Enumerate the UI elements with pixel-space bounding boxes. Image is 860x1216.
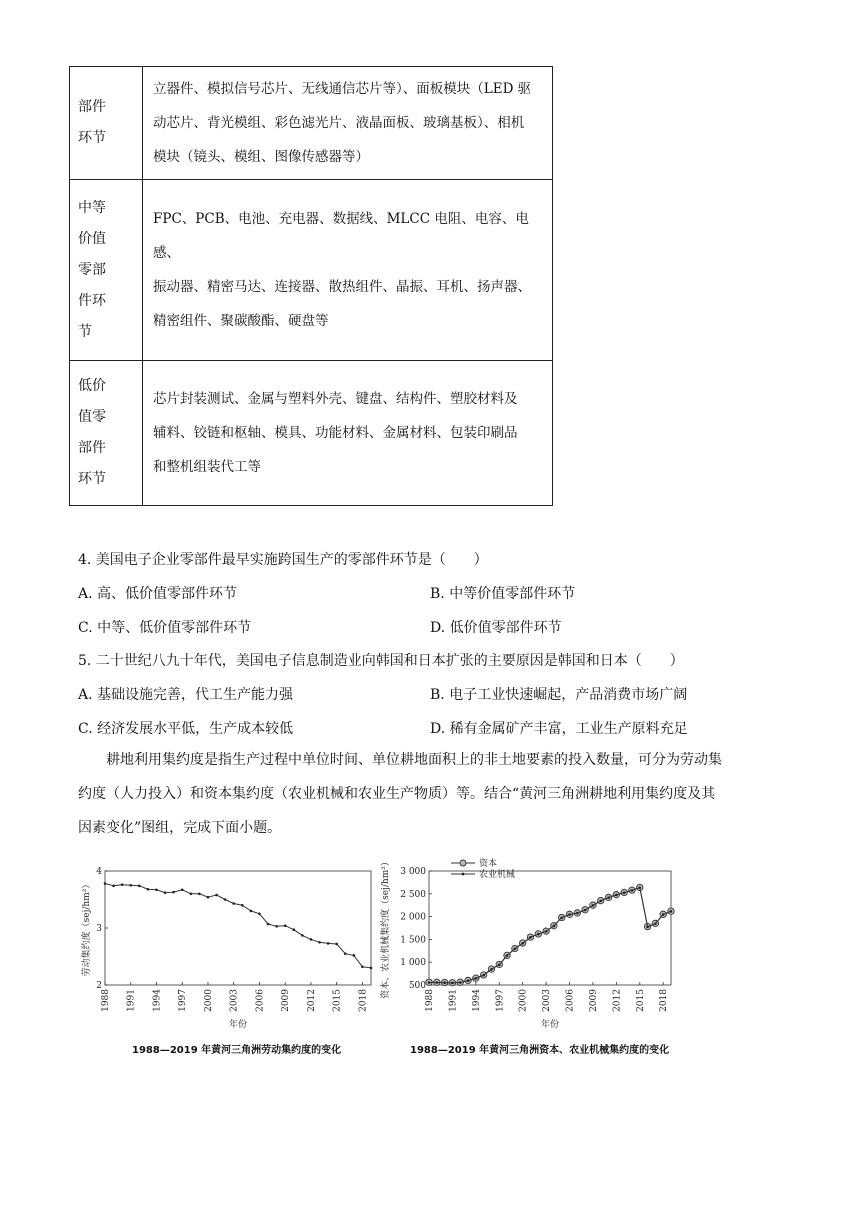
header-line: 价值 <box>78 230 106 247</box>
x-tick-label: 2018 <box>659 989 670 1012</box>
data-point-dot <box>318 941 321 944</box>
value-chain-table <box>69 66 553 506</box>
data-point-dot <box>215 894 218 897</box>
q4-option-c[interactable]: C. 中等、低价值零部件环节 <box>78 620 252 636</box>
y-tick-label: 2 000 <box>400 912 426 923</box>
x-tick-label: 1994 <box>471 989 482 1012</box>
x-tick-label: 1994 <box>152 989 163 1012</box>
row-content <box>143 180 553 361</box>
row-content <box>143 67 553 180</box>
data-point-dot <box>172 891 175 894</box>
data-point-dot <box>301 934 304 937</box>
header-line: 环节 <box>78 130 106 146</box>
content-line: FPC、PCB、电池、充电器、数据线、MLCC 电阻、电容、电感、 <box>153 211 529 261</box>
data-point-dot <box>155 889 158 892</box>
y-tick-label: 1 500 <box>400 935 426 946</box>
data-point-dot <box>623 891 626 894</box>
data-point-dot <box>361 965 364 968</box>
data-point-dot <box>560 916 563 919</box>
intro-paragraph <box>78 743 778 845</box>
data-point-dot <box>631 889 634 892</box>
content-line: 精密组件、聚碳酸酯、硬盘等 <box>153 313 329 329</box>
x-axis-label: 年份 <box>540 1020 560 1030</box>
table-row <box>70 361 553 506</box>
header-line: 值零 <box>78 409 106 425</box>
x-tick-label: 2015 <box>332 989 343 1012</box>
data-point-dot <box>545 930 548 933</box>
data-point-dot <box>436 981 439 984</box>
content-line: 模块（镜头、模组、图像传感器等） <box>153 149 369 165</box>
data-point-dot <box>482 974 485 977</box>
content-line: 和整机组装代工等 <box>153 459 261 475</box>
y-tick-label: 500 <box>408 981 426 991</box>
x-tick-label: 2003 <box>542 989 553 1012</box>
content-line: 芯片封装测试、金属与塑料外壳、键盘、结构件、塑胶材料及 <box>153 391 518 407</box>
x-tick-label: 1988 <box>101 989 111 1012</box>
data-point-dot <box>537 933 540 936</box>
content-line: 立器件、模拟信号芯片、无线通信芯片等）、面板模块（LED 驱 <box>153 81 532 97</box>
y-tick-label: 3 000 <box>400 867 426 877</box>
q5-option-c[interactable]: C. 经济发展水平低，生产成本较低 <box>78 721 294 737</box>
data-point-dot <box>284 924 287 927</box>
data-point-dot <box>181 889 184 892</box>
x-tick-label: 2012 <box>612 989 623 1012</box>
legend-marker <box>460 860 466 866</box>
data-point-dot <box>138 885 141 888</box>
y-tick-label: 2 <box>96 981 102 991</box>
intro-line <box>78 743 778 777</box>
data-point-dot <box>584 909 587 912</box>
x-axis-label: 年份 <box>228 1020 248 1030</box>
data-point-dot <box>568 913 571 916</box>
capital-intensity-chart <box>378 855 688 1039</box>
header-line: 低价 <box>78 378 106 394</box>
question-5-stem: 5. 二十世纪八九十年代，美国电子信息制造业向韩国和日本扩张的主要原因是韩国和日本（ ） <box>78 653 684 669</box>
row-header <box>70 67 143 180</box>
data-point-dot <box>506 954 509 957</box>
data-point-dot <box>190 893 193 896</box>
data-point-dot <box>514 947 517 950</box>
data-point-dot <box>553 925 556 928</box>
question-4-stem: 4. 美国电子企业零部件最早实施跨国生产的零部件环节是（ ） <box>78 552 488 568</box>
data-point-dot <box>670 910 673 913</box>
header-line: 中等 <box>78 199 106 216</box>
content-line: 动芯片、背光模组、彩色滤光片、液晶面板、玻璃基板）、相机 <box>153 115 525 131</box>
data-point-dot <box>224 898 227 901</box>
x-tick-label: 1997 <box>178 989 189 1012</box>
data-point-dot <box>576 912 579 915</box>
chart1-caption: 1988—2019 年黄河三角洲劳动集约度的变化 <box>132 1045 342 1056</box>
x-tick-label: 1988 <box>425 989 435 1012</box>
data-point-dot <box>646 926 649 929</box>
q5-option-b[interactable]: B. 电子工业快速崛起，产品消费市场广阔 <box>430 687 688 703</box>
series-line <box>429 888 671 983</box>
x-tick-label: 1997 <box>495 989 506 1012</box>
data-point-dot <box>344 952 347 955</box>
data-point-dot <box>443 981 446 984</box>
header-line: 部件 <box>78 99 106 115</box>
data-point-dot <box>241 904 244 907</box>
labor-intensity-chart <box>80 855 380 1039</box>
data-point-dot <box>615 894 618 897</box>
labor-intensity-svg <box>80 855 380 1035</box>
data-point-dot <box>335 943 338 946</box>
chart2-caption: 1988—2019 年黄河三角洲资本、农业机械集约度的变化 <box>410 1045 670 1056</box>
x-tick-label: 2018 <box>358 989 369 1012</box>
data-point-dot <box>370 967 373 970</box>
data-point-dot <box>129 884 132 887</box>
header-line: 件环 <box>78 292 106 309</box>
intro-text: 耕地利用集约度是指生产过程中单位时间、单位耕地面积上的非土地要素的投入数量，可分为劳动集 <box>106 752 722 768</box>
intro-line: 约度（人力投入）和资本集约度（农业机械和农业生产物质）等。结合“黄河三角洲耕地利用集约度及其 <box>78 786 716 802</box>
legend-marker <box>462 873 465 876</box>
data-point-dot <box>104 882 107 885</box>
legend-label: 农业机械 <box>479 870 516 880</box>
data-point-dot <box>207 896 210 899</box>
data-point-dot <box>599 900 602 903</box>
data-point-dot <box>250 910 253 913</box>
header-line: 环节 <box>78 471 106 487</box>
content-line: 辅料、铰链和枢轴、模具、功能材料、金属材料、包装印刷品 <box>153 425 518 441</box>
x-tick-label: 1991 <box>448 989 459 1012</box>
series-line <box>429 887 671 982</box>
data-point-dot <box>490 968 493 971</box>
x-tick-label: 2003 <box>229 989 240 1012</box>
header-line: 零部 <box>78 261 106 278</box>
data-point-dot <box>327 942 330 945</box>
data-point-dot <box>428 981 431 984</box>
data-point-dot <box>353 954 356 957</box>
data-point-dot <box>198 893 201 896</box>
q4-option-a[interactable]: A. 高、低价值零部件环节 <box>78 586 238 602</box>
data-point-dot <box>662 913 665 916</box>
y-tick-label: 1 000 <box>400 958 426 969</box>
q4-option-b[interactable]: B. 中等价值零部件环节 <box>430 586 576 602</box>
intro-line: 因素变化”图组，完成下面小题。 <box>78 820 282 836</box>
data-point-dot <box>164 891 167 894</box>
y-axis-label: 资本、农业机械集约度（sej/hm²） <box>381 857 391 999</box>
row-header <box>70 361 143 506</box>
data-point-dot <box>451 982 454 985</box>
data-point-dot <box>112 885 115 888</box>
data-point-dot <box>475 977 478 980</box>
data-point-dot <box>267 923 270 926</box>
x-tick-label: 1991 <box>126 989 137 1012</box>
q5-option-d[interactable]: D. 稀有金属矿产丰富，工业生产原料充足 <box>430 721 688 737</box>
content-line: 振动器、精密马达、连接器、散热组件、晶振、耳机、扬声器、 <box>153 279 531 295</box>
data-point-dot <box>275 925 278 928</box>
x-tick-label: 2006 <box>255 989 266 1012</box>
data-point-dot <box>147 888 150 891</box>
row-header <box>70 180 143 361</box>
x-tick-label: 2012 <box>306 989 317 1012</box>
x-tick-label: 2000 <box>518 989 529 1012</box>
row-content <box>143 361 553 506</box>
y-tick-label: 2 500 <box>400 889 426 900</box>
x-tick-label: 2000 <box>203 989 214 1012</box>
data-point-dot <box>638 886 641 889</box>
data-point-dot <box>592 904 595 907</box>
x-tick-label: 2009 <box>588 989 599 1012</box>
data-point-dot <box>607 896 610 899</box>
data-point-dot <box>498 963 501 966</box>
data-point-dot <box>467 979 470 982</box>
q5-option-a[interactable]: A. 基础设施完善，代工生产能力强 <box>78 687 294 703</box>
table-row <box>70 180 553 361</box>
data-point-dot <box>232 902 235 905</box>
data-point-dot <box>459 981 462 984</box>
data-point-dot <box>521 942 524 945</box>
x-tick-label: 2015 <box>635 989 646 1012</box>
y-tick-label: 4 <box>96 867 102 877</box>
data-point-dot <box>258 912 261 915</box>
x-tick-label: 2006 <box>565 989 576 1012</box>
legend-label: 资本 <box>479 859 498 869</box>
table-row <box>70 67 553 180</box>
q4-option-d[interactable]: D. 低价值零部件环节 <box>430 620 562 636</box>
capital-intensity-svg <box>378 855 688 1035</box>
series-line <box>105 884 371 968</box>
data-point-dot <box>292 928 295 931</box>
x-tick-label: 2009 <box>281 989 292 1012</box>
header-line: 部件 <box>78 440 106 456</box>
data-point-dot <box>310 938 313 941</box>
data-point-dot <box>654 922 657 925</box>
header-line: 节 <box>78 323 92 340</box>
y-tick-label: 3 <box>96 924 102 934</box>
data-point-dot <box>529 936 532 939</box>
data-point-dot <box>121 883 124 886</box>
y-axis-label: 劳动集约度（sej/hm²） <box>82 879 92 977</box>
